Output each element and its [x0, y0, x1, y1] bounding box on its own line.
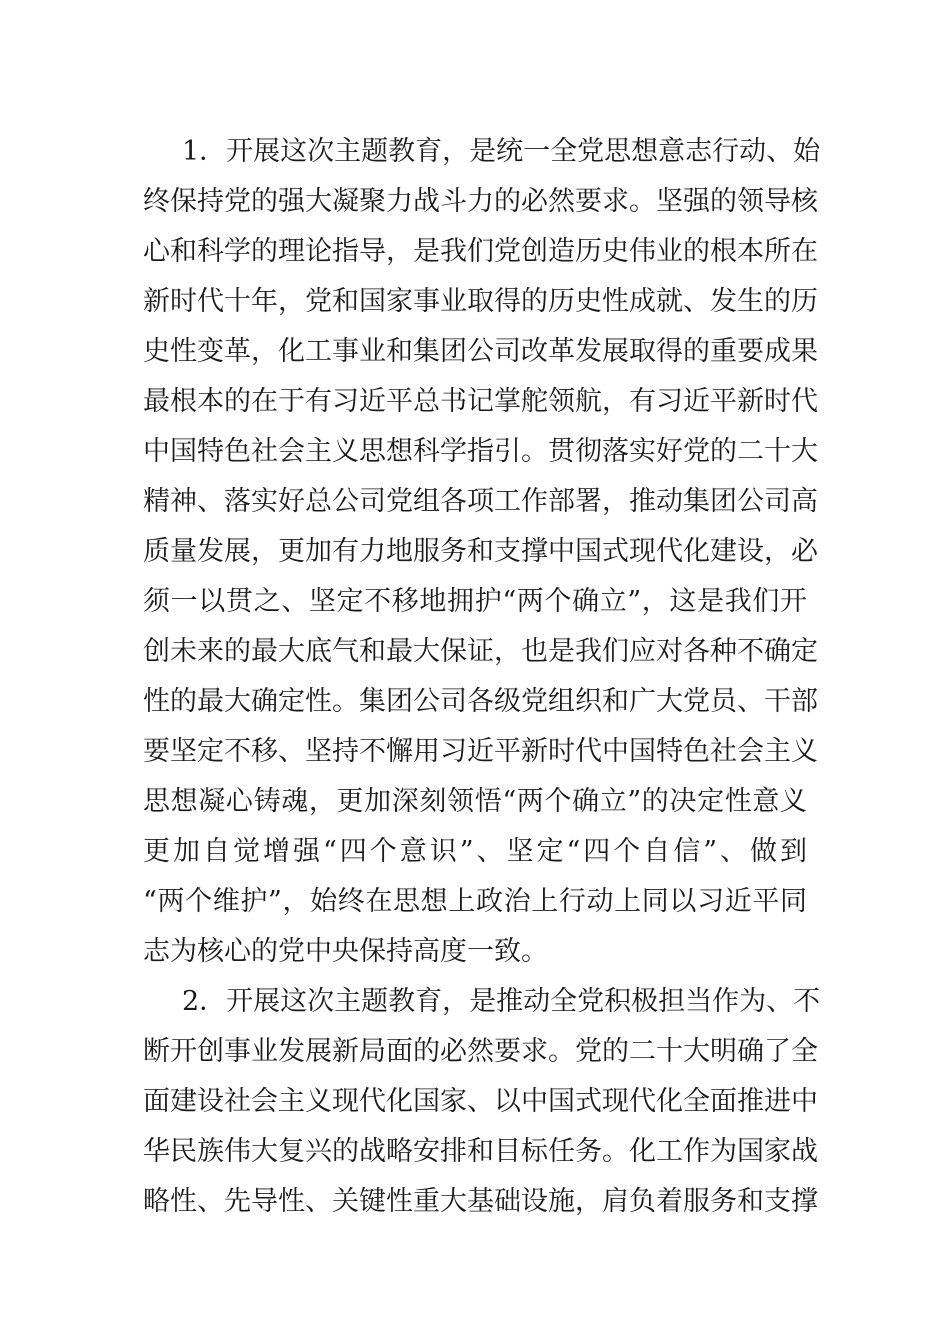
- paragraph-line: 中国特色社会主义思想科学指引。贯彻落实好党的二十大: [143, 436, 818, 467]
- paragraph-line: 华民族伟大复兴的战略安排和目标任务。化工作为国家战: [143, 1136, 818, 1167]
- paragraph-line: 志为核心的党中央保持高度一致。: [143, 936, 548, 967]
- paragraph-line: 要坚定不移、坚持不懈用习近平新时代中国特色社会主义: [143, 736, 818, 767]
- paragraph-line: 断开创事业发展新局面的必然要求。党的二十大明确了全: [143, 1036, 818, 1067]
- paragraph-line: 创未来的最大底气和最大保证，也是我们应对各种不确定: [143, 636, 818, 667]
- paragraph-line: 质量发展，更加有力地服务和支撑中国式现代化建设，必: [143, 536, 818, 567]
- paragraph-line: 性的最大确定性。集团公司各级党组织和广大党员、干部: [143, 686, 818, 717]
- paragraph-line: 最根本的在于有习近平总书记掌舵领航，有习近平新时代: [143, 386, 818, 417]
- paragraph-line: 新时代十年，党和国家事业取得的历史性成就、发生的历: [143, 286, 818, 317]
- paragraph-line: 须一以贯之、坚定不移地拥护“两个确立”，这是我们开: [143, 586, 807, 617]
- paragraph-line: 1．开展这次主题教育，是统一全党思想意志行动、始: [182, 136, 821, 167]
- paragraph-line: 略性、先导性、关键性重大基础设施，肩负着服务和支撑: [143, 1186, 818, 1217]
- paragraph-line: 面建设社会主义现代化国家、以中国式现代化全面推进中: [143, 1086, 818, 1117]
- paragraph-line: “两个维护”，始终在思想上政治上行动上同以习近平同: [143, 886, 807, 917]
- paragraph-line: 2．开展这次主题教育，是推动全党积极担当作为、不: [182, 986, 821, 1017]
- paragraph-line: 终保持党的强大凝聚力战斗力的必然要求。坚强的领导核: [143, 186, 818, 217]
- paragraph-line: 更加自觉增强“四个意识”、坚定“四个自信”、做到: [143, 836, 807, 867]
- paragraph-line: 思想凝心铸魂，更加深刻领悟“两个确立”的决定性意义: [143, 786, 807, 817]
- paragraph-line: 精神、落实好总公司党组各项工作部署，推动集团公司高: [143, 486, 818, 517]
- paragraph-line: 史性变革，化工事业和集团公司改革发展取得的重要成果: [143, 336, 818, 367]
- paragraph-line: 心和科学的理论指导，是我们党创造历史伟业的根本所在: [143, 236, 818, 267]
